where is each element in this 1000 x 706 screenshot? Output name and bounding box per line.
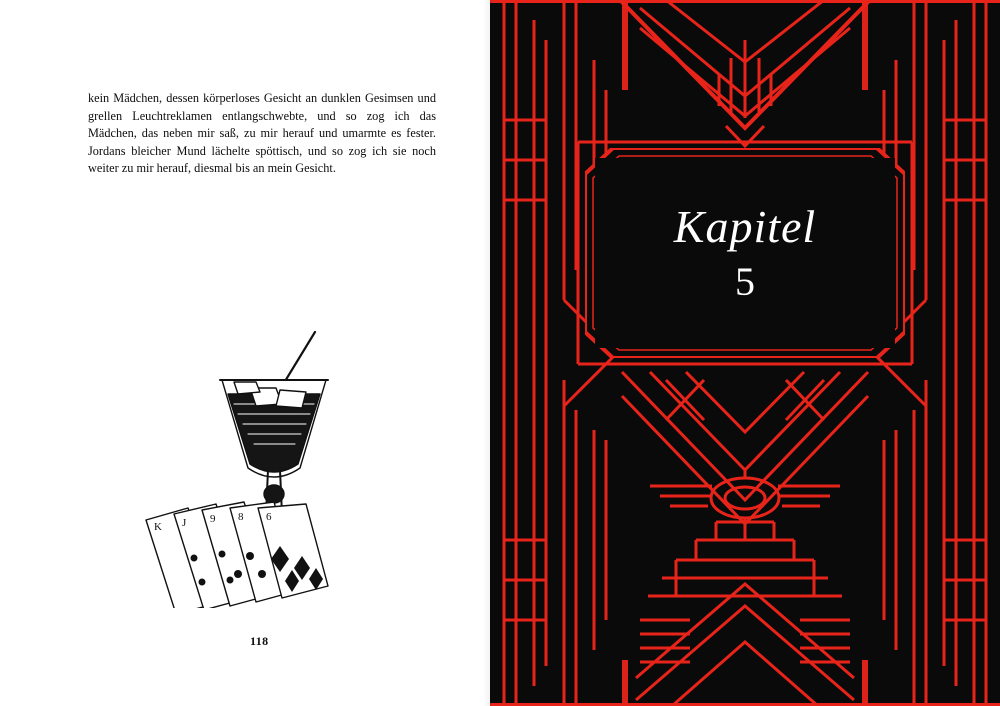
page-number: 118 [250, 634, 269, 648]
left-page [0, 0, 490, 706]
svg-text:9: 9 [210, 513, 216, 525]
illustration-cocktail-and-cards [130, 318, 410, 608]
chapter-label: Kapitel [673, 201, 817, 252]
svg-text:8: 8 [238, 511, 244, 523]
body-paragraph: kein Mädchen, dessen körperloses Gesicht an dunklen Gesimsen und grellen Leuchtreklamen entlangschwebte, und so zog ich das Mädchen, das neben mir saß, zu mir herauf und umarmte es fester. Jordans bleicher Mund lächelte spöttisch, und so zog ich sie noch weiter zu mir herauf, diesmal bis an mein Gesicht. [88, 91, 436, 176]
svg-text:6: 6 [266, 511, 272, 523]
chapter-plate [595, 158, 895, 348]
svg-text:K: K [154, 521, 162, 533]
svg-text:J: J [182, 517, 187, 529]
chapter-number: 5 [735, 259, 755, 304]
right-page-chapter-opener [490, 0, 1000, 706]
